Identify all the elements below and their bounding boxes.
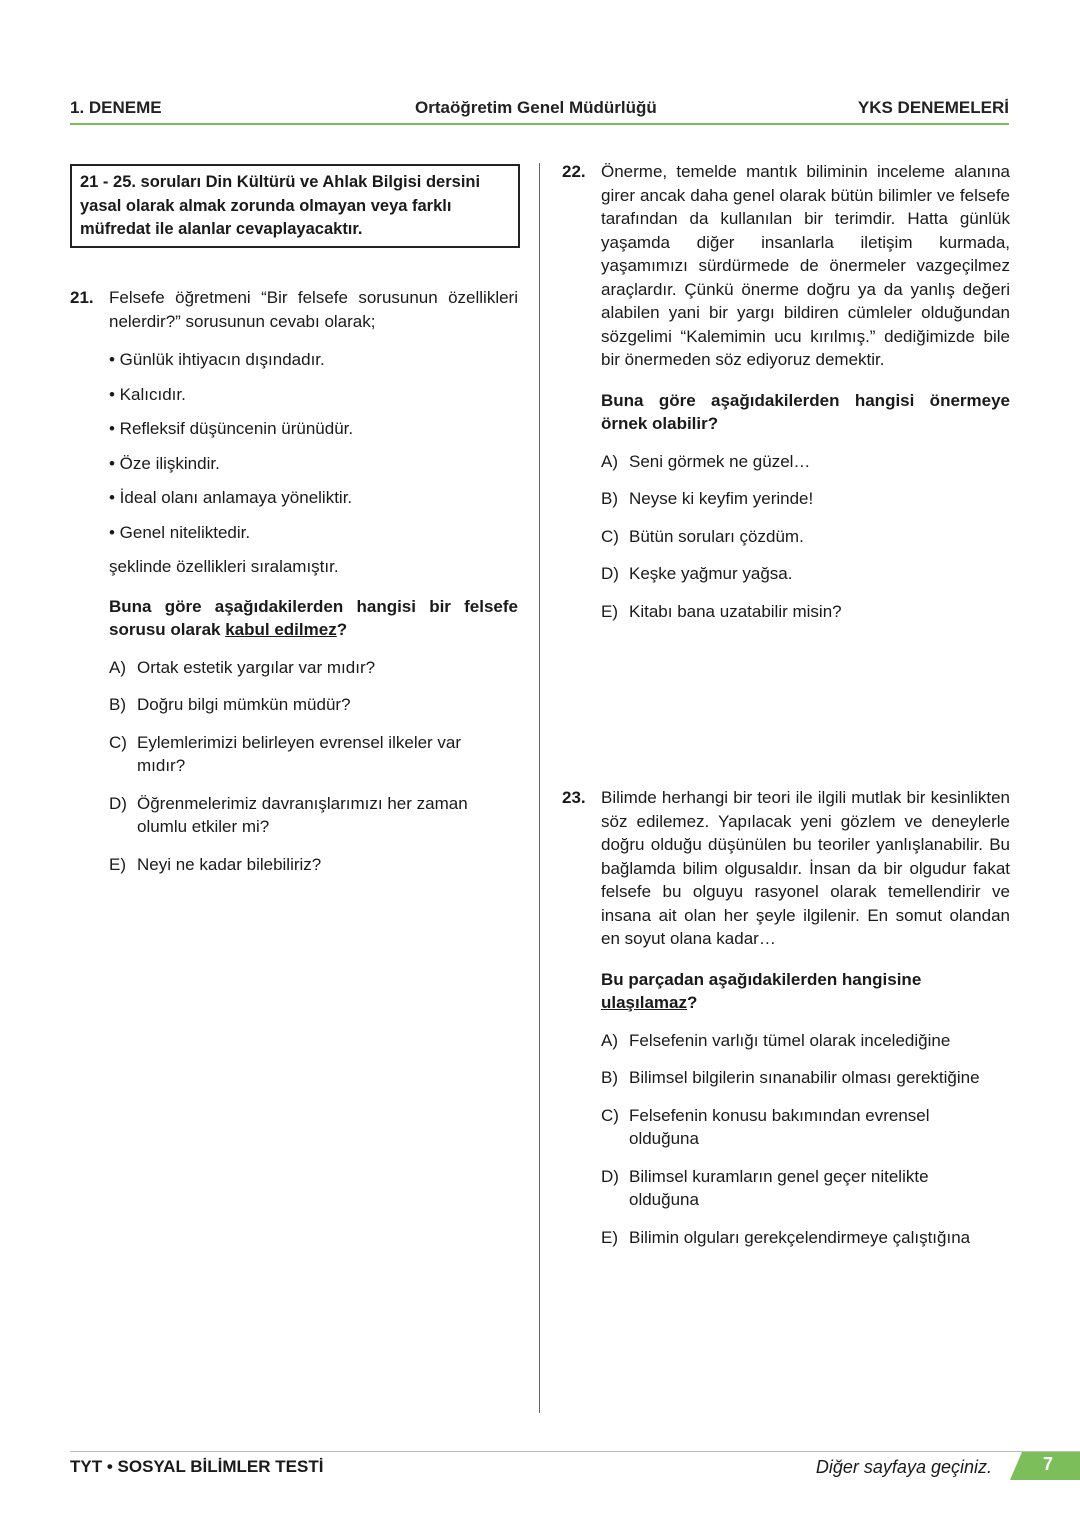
option-text: Neyi ne kadar bilebiliriz? [137,854,322,874]
q21-block [109,286,518,876]
q21-bullet: • Günlük ihtiyacın dışındadır. [109,350,325,369]
q23-option-d[interactable] [601,1165,1010,1212]
option-text: Neyse ki keyfim yerinde! [629,489,814,508]
option-text: Ortak estetik yargılar var mıdır? [137,657,376,677]
q21-option-b[interactable] [109,693,518,717]
option-letter: A) [109,657,126,677]
q21-intro: Felsefe öğretmeni “Bir felsefe sorusunun özellikleri nelerdir?” sorusunun cevabı olarak; [109,288,518,331]
option-text: Bilimsel bilgilerin sınanabilir olması gerektiğine [629,1068,980,1087]
q23-question [601,968,1010,1015]
option-letter: A) [601,1030,618,1050]
option-text: Eylemlerimizi belirleyen evrensel ilkeler var mıdır? [137,732,462,775]
q23-question-underlined: ulaşılamaz [601,993,687,1012]
q21-option-c[interactable] [109,731,518,778]
q23-options [601,1029,1010,1250]
option-letter: C) [109,732,127,752]
q21-bullet: • Refleksif düşüncenin ürünüdür. [109,419,354,438]
option-text: Felsefenin konusu bakımından evrensel olduğuna [629,1105,930,1148]
header-left: 1. DENEME [70,98,162,117]
header-center: Ortaöğretim Genel Müdürlüğü [415,98,657,117]
footer-rule [70,1451,1080,1452]
q21-question [109,595,518,642]
q23-text: Bilimde herhangi bir teori ile ilgili mutlak bir kesinlikten söz edilemez. Yapılacak yeni gözlem ve deneylerle doğru olduğu düşünülen bu teoriler yanlışlanabilir. Bu bağlamda bilim olgusaldır. İnsan da bir olgudur fakat felsefe bu olguyu rasyonel olarak temellendirir ve insana ait olan her şeyle ilgilenir. En somut olandan en soyut olana kadar… [601,788,1010,948]
footer-test-name: TYT • SOSYAL BİLİMLER TESTİ [70,1457,324,1476]
q21-question-mark: ? [336,620,348,639]
q21-question-text: Buna göre aşağıdakilerden hangisi bir felsefe sorusu olarak [109,596,518,639]
column-divider [539,163,540,1413]
q22-option-a[interactable] [601,450,1010,474]
option-text: Seni görmek ne güzel… [629,451,811,471]
q21-option-e[interactable] [109,853,518,877]
q21-bullet: • İdeal olanı anlamaya yöneliktir. [109,488,353,507]
option-letter: D) [601,564,619,583]
option-text: Öğrenmelerimiz davranışlarımızı her zaman olumlu etkiler mi? [137,793,468,836]
q21-question-underlined: kabul edilmez [225,620,337,639]
option-text: Felsefenin varlığı tümel olarak incelediğine [629,1030,951,1050]
header-right: YKS DENEMELERİ [857,98,1009,117]
q21-option-a[interactable] [109,656,518,680]
q21-options [109,656,518,877]
q22-option-b[interactable] [601,487,1010,511]
option-text: Keşke yağmur yağsa. [629,564,793,583]
option-text: Bilimsel kuramların genel geçer nitelikte olduğuna [629,1166,929,1209]
q22-option-e[interactable] [601,600,1010,624]
q23-option-a[interactable] [601,1029,1010,1053]
option-letter: B) [601,1068,618,1087]
option-text: Kitabı bana uzatabilir misin? [629,601,842,621]
q22-options [601,450,1010,624]
q21-outro: şeklinde özellikleri sıralamıştır. [109,557,339,576]
q23-option-e[interactable] [601,1226,1010,1250]
notice-box: 21 - 25. soruları Din Kültürü ve Ahlak Bilgisi dersini yasal olarak almak zorunda olmayan veya farklı müfredat ile alanlar cevaplayacaktır. [70,164,520,248]
option-text: Bütün soruları çözdüm. [629,526,804,546]
q21-bullets [109,348,518,579]
page-number: 7 [1042,1454,1053,1474]
option-letter: A) [601,451,618,471]
q22-option-d[interactable] [601,562,1010,586]
q23-question-mark: ? [687,993,698,1012]
option-letter: E) [601,601,618,621]
option-letter: E) [109,854,126,874]
option-letter: B) [109,695,126,714]
q23-block [601,786,1010,1249]
option-letter: E) [601,1227,618,1247]
q21-bullet: • Kalıcıdır. [109,384,186,404]
q21-bullet: • Öze ilişkindir. [109,453,220,473]
option-letter: B) [601,489,618,508]
q21-number: 21. [70,288,94,307]
option-text: Bilimin olguları gerekçelendirmeye çalıştığına [629,1227,971,1247]
q23-option-c[interactable] [601,1104,1010,1151]
q23-number: 23. [562,788,586,807]
option-letter: C) [601,1105,619,1125]
q22-option-c[interactable] [601,525,1010,549]
option-letter: D) [109,793,127,813]
q21-option-d[interactable] [109,792,518,839]
q22-text: Önerme, temelde mantık biliminin inceleme alanına girer ancak daha genel olarak bütün bilimler ve felsefe tarafından da kullanılan bir terimdir. Hatta günlük yaşamda diğer insanlarla iletişim kurmada, yaşamımızı sürdürmede de önermeler vazgeçilmez araçlardır. Çünkü önerme doğru ya da yanlış değeri alabilen yani bir yargı bildiren cümleler olduğundan sözgelimi “Kalemimin ucu kırılmış.” dediğimizde bile bir önermeden söz ediyoruz demektir. [601,162,1010,369]
q22-block [601,160,1010,623]
footer-next-page: Diğer sayfaya geçiniz. [815,1457,992,1477]
header-rule [70,123,1009,125]
q22-number: 22. [562,162,586,181]
q21-bullet: • Genel niteliktedir. [109,522,251,542]
q23-option-b[interactable] [601,1066,1010,1090]
option-text: Doğru bilgi mümkün müdür? [137,695,351,714]
q22-question: Buna göre aşağıdakilerden hangisi önermeye örnek olabilir? [601,390,1010,433]
q23-question-text: Bu parçadan aşağıdakilerden hangisine [601,969,922,989]
option-letter: D) [601,1166,619,1186]
option-letter: C) [601,526,619,546]
